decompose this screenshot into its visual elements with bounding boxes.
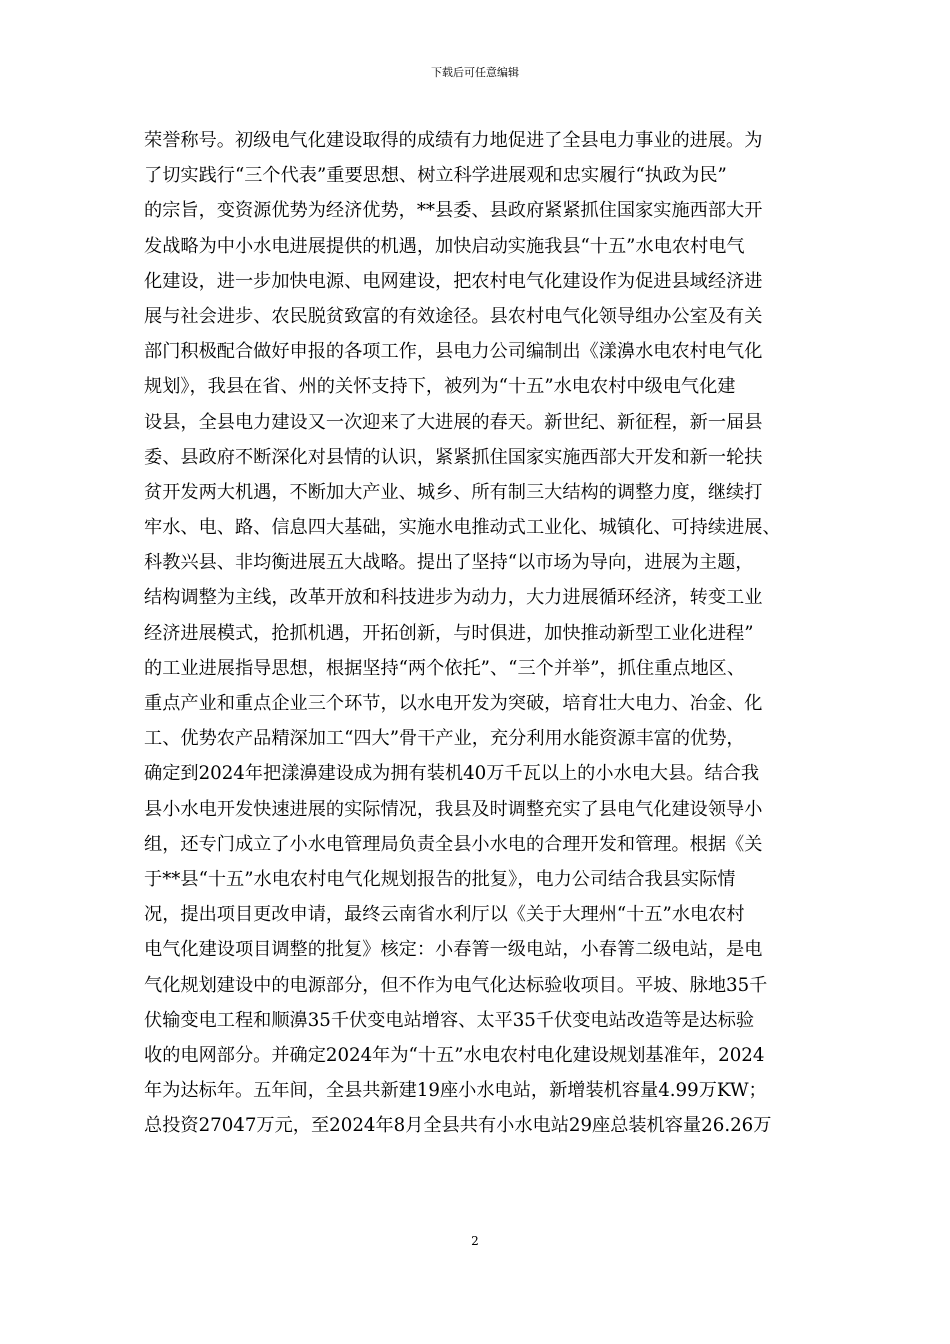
body-line: 委、县政府不断深化对县情的认识，紧紧抓住国家实施西部大开发和新一轮扶 [144,446,763,468]
body-line: 年为达标年。五年间，全县共新建19座小水电站，新增装机容量4.99万KW； [144,1080,767,1102]
body-line: 气化规划建设中的电源部分，但不作为电气化达标验收项目。平坡、脉地35千 [144,974,768,996]
body-line: 结构调整为主线，改革开放和科技进步为动力，大力进展循环经济，转变工业 [144,587,763,609]
body-line: 经济进展模式，抢抓机遇，开拓创新，与时俱进，加快推动新型工业化进程” [144,622,754,644]
body-line: 部门积极配合做好申报的各项工作，县电力公司编制出《漾濞水电农村电气化 [144,341,763,363]
body-line: 设县，全县电力建设又一次迎来了大进展的春天。新世纪、新征程，新一届县 [144,411,763,433]
body-line: 组，还专门成立了小水电管理局负责全县小水电的合理开发和管理。根据《关 [144,833,763,855]
body-line: 牢水、电、路、信息四大基础，实施水电推动式工业化、城镇化、可持续进展、 [144,517,781,539]
body-line: 总投资27047万元，至2024年8月全县共有小水电站29座总装机容量26.26万 [144,1115,772,1137]
body-line: 县小水电开发快速进展的实际情况，我县及时调整充实了县电气化建设领导小 [144,798,763,820]
body-line: 发战略为中小水电进展提供的机遇，加快启动实施我县“十五”水电农村电气 [144,235,745,257]
body-line: 工、优势农产品精深加工“四大”骨干产业，充分利用水能资源丰富的优势， [144,728,745,750]
page-header: 下载后可任意编辑 [431,66,519,79]
body-line: 况，提出项目更改申请，最终云南省水利厅以《关于大理州“十五”水电农村 [144,904,745,926]
body-line: 荣誉称号。初级电气化建设取得的成绩有力地促进了全县电力事业的进展。为 [144,130,763,151]
body-line: 展与社会进步、农民脱贫致富的有效途径。县农村电气化领导组办公室及有关 [144,305,763,327]
body-line: 重点产业和重点企业三个环节，以水电开发为突破，培育壮大电力、冶金、化 [144,693,763,714]
body-line: 化建设，进一步加快电源、电网建设，把农村电气化建设作为促进县域经济进 [144,270,763,292]
body-line: 的工业进展指导思想，根据坚持“两个依托”、“三个并举”，抓住重点地区、 [144,657,746,679]
body-line: 的宗旨，变资源优势为经济优势，**县委、县政府紧紧抓住国家实施西部大开 [144,200,763,222]
body-line: 规划》，我县在省、州的关怀支持下，被列为“十五”水电农村中级电气化建 [144,376,736,398]
body-line: 于**县“十五”水电农村电气化规划报告的批复》，电力公司结合我县实际情 [144,868,736,890]
page-number: 2 [471,1234,479,1248]
body-line: 了切实践行“三个代表”重要思想、树立科学进展观和忠实履行“执政为民” [144,165,727,187]
body-line: 科教兴县、非均衡进展五大战略。提出了坚持“以市场为导向，进展为主题， [144,552,754,574]
body-line: 收的电网部分。并确定2024年为“十五”水电农村电化建设规划基准年，2024 [144,1044,765,1066]
body-line: 确定到2024年把漾濞建设成为拥有装机40万千瓦以上的小水电大县。结合我 [144,763,760,785]
body-text [144,123,812,1143]
body-line: 贫开发两大机遇，不断加大产业、城乡、所有制三大结构的调整力度，继续打 [144,481,763,503]
body-line: 伏输变电工程和顺濞35千伏变电站增容、太平35千伏变电站改造等是达标验 [144,1009,755,1031]
body-line: 电气化建设项目调整的批复》核定：小春箐一级电站，小春箐二级电站，是电 [144,939,763,961]
